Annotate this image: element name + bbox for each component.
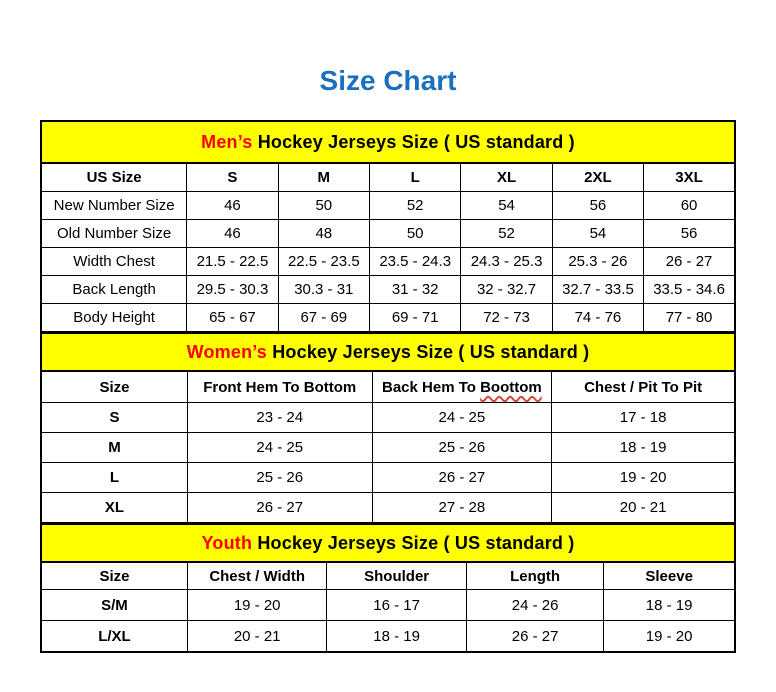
cell: 77 - 80 xyxy=(644,304,735,333)
cell: 26 - 27 xyxy=(466,621,603,653)
column-header: US Size xyxy=(41,163,187,192)
column-header: Shoulder xyxy=(327,562,466,590)
cell: 56 xyxy=(552,192,643,220)
womens-title-rest: Hockey Jerseys Size ( US standard ) xyxy=(267,341,590,362)
cell: 24 - 26 xyxy=(466,590,603,621)
cell: 54 xyxy=(461,192,552,220)
youth-section-title xyxy=(41,524,735,562)
cell: 25 - 26 xyxy=(372,433,552,463)
cell: 24.3 - 25.3 xyxy=(461,248,552,276)
cell: 52 xyxy=(461,220,552,248)
cell: 65 - 67 xyxy=(187,304,278,333)
cell: 21.5 - 22.5 xyxy=(187,248,278,276)
row-label: Body Height xyxy=(41,304,187,333)
cell: 32.7 - 33.5 xyxy=(552,276,643,304)
cell: 18 - 19 xyxy=(327,621,466,653)
cell: 74 - 76 xyxy=(552,304,643,333)
cell: 19 - 20 xyxy=(187,590,326,621)
row-label: New Number Size xyxy=(41,192,187,220)
cell: 25 - 26 xyxy=(187,463,372,493)
womens-header-row xyxy=(41,371,735,403)
column-header: L xyxy=(369,163,460,192)
cell: 20 - 21 xyxy=(552,493,735,524)
cell: 22.5 - 23.5 xyxy=(278,248,369,276)
cell: 26 - 27 xyxy=(644,248,735,276)
row-label: L/XL xyxy=(41,621,187,653)
page-title: Size Chart xyxy=(319,65,457,96)
column-header: Chest / Width xyxy=(187,562,326,590)
column-header: 3XL xyxy=(644,163,735,192)
table-row xyxy=(41,192,735,220)
womens-caption-row xyxy=(41,333,735,371)
column-header-text: Back Hem To xyxy=(382,378,476,396)
column-header: Length xyxy=(466,562,603,590)
mens-title-accent: Men’s xyxy=(201,131,253,152)
mens-title-rest: Hockey Jerseys Size ( US standard ) xyxy=(252,131,575,152)
row-label: M xyxy=(41,433,187,463)
cell: 20 - 21 xyxy=(187,621,326,653)
row-label: S xyxy=(41,403,187,433)
mens-header-row xyxy=(41,163,735,192)
spellcheck-squiggle-word: Boottom xyxy=(480,378,542,396)
cell: 29.5 - 30.3 xyxy=(187,276,278,304)
womens-section-title xyxy=(41,333,735,371)
size-chart-tables xyxy=(40,120,736,653)
cell: 50 xyxy=(369,220,460,248)
cell: 46 xyxy=(187,192,278,220)
column-header: Chest / Pit To Pit xyxy=(552,371,735,403)
cell: 16 - 17 xyxy=(327,590,466,621)
table-row xyxy=(41,433,735,463)
cell: 72 - 73 xyxy=(461,304,552,333)
table-row xyxy=(41,248,735,276)
womens-size-table xyxy=(40,332,736,524)
cell: 69 - 71 xyxy=(369,304,460,333)
column-header-misspelled xyxy=(372,371,552,403)
table-row xyxy=(41,220,735,248)
cell: 19 - 20 xyxy=(552,463,735,493)
table-row xyxy=(41,493,735,524)
mens-caption-row xyxy=(41,121,735,163)
cell: 56 xyxy=(644,220,735,248)
row-label: Width Chest xyxy=(41,248,187,276)
row-label: L xyxy=(41,463,187,493)
cell: 26 - 27 xyxy=(187,493,372,524)
cell: 31 - 32 xyxy=(369,276,460,304)
cell: 26 - 27 xyxy=(372,463,552,493)
column-header: 2XL xyxy=(552,163,643,192)
column-header: Size xyxy=(41,371,187,403)
cell: 54 xyxy=(552,220,643,248)
cell: 23 - 24 xyxy=(187,403,372,433)
youth-size-table xyxy=(40,523,736,653)
mens-size-table xyxy=(40,120,736,333)
cell: 48 xyxy=(278,220,369,248)
cell: 32 - 32.7 xyxy=(461,276,552,304)
cell: 19 - 20 xyxy=(604,621,735,653)
table-row xyxy=(41,590,735,621)
cell: 27 - 28 xyxy=(372,493,552,524)
cell: 18 - 19 xyxy=(552,433,735,463)
table-row xyxy=(41,463,735,493)
cell: 60 xyxy=(644,192,735,220)
column-header: S xyxy=(187,163,278,192)
cell: 67 - 69 xyxy=(278,304,369,333)
cell: 46 xyxy=(187,220,278,248)
cell: 50 xyxy=(278,192,369,220)
row-label: S/M xyxy=(41,590,187,621)
row-label: Old Number Size xyxy=(41,220,187,248)
column-header: XL xyxy=(461,163,552,192)
youth-title-accent: Youth xyxy=(201,532,253,553)
cell: 18 - 19 xyxy=(604,590,735,621)
youth-caption-row xyxy=(41,524,735,562)
table-row xyxy=(41,621,735,653)
cell: 52 xyxy=(369,192,460,220)
cell: 23.5 - 24.3 xyxy=(369,248,460,276)
youth-title-rest: Hockey Jerseys Size ( US standard ) xyxy=(252,532,575,553)
table-row xyxy=(41,304,735,333)
youth-header-row xyxy=(41,562,735,590)
table-row xyxy=(41,276,735,304)
cell: 17 - 18 xyxy=(552,403,735,433)
cell: 25.3 - 26 xyxy=(552,248,643,276)
cell: 33.5 - 34.6 xyxy=(644,276,735,304)
cell: 24 - 25 xyxy=(187,433,372,463)
mens-section-title xyxy=(41,121,735,163)
cell: 30.3 - 31 xyxy=(278,276,369,304)
column-header: M xyxy=(278,163,369,192)
cell: 24 - 25 xyxy=(372,403,552,433)
column-header: Front Hem To Bottom xyxy=(187,371,372,403)
womens-title-accent: Women’s xyxy=(186,341,268,362)
column-header: Sleeve xyxy=(604,562,735,590)
row-label: Back Length xyxy=(41,276,187,304)
table-row xyxy=(41,403,735,433)
row-label: XL xyxy=(41,493,187,524)
column-header: Size xyxy=(41,562,187,590)
